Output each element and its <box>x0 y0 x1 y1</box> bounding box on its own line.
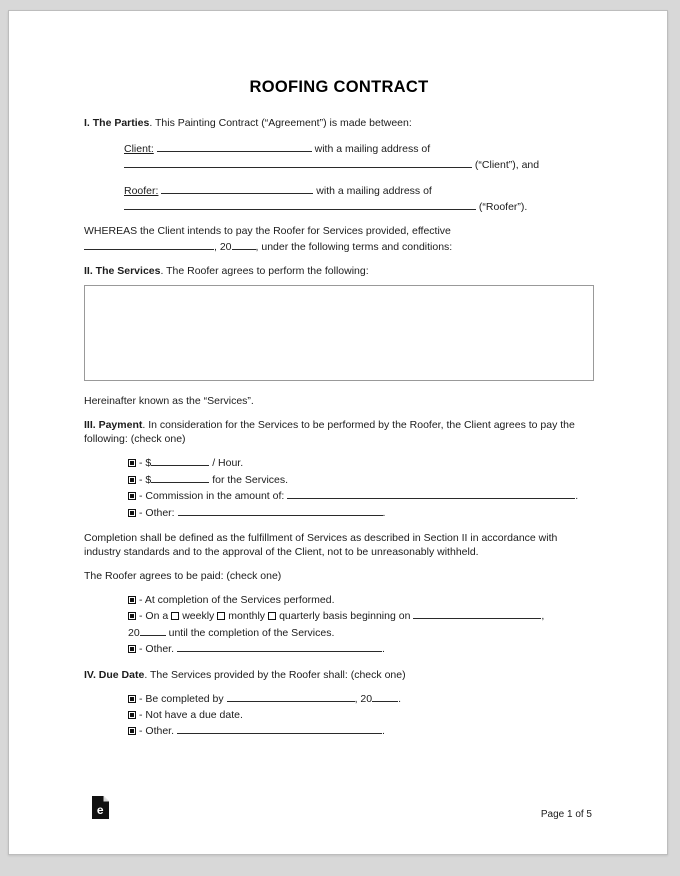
checkbox-icon[interactable] <box>128 492 136 500</box>
payment-option-flat-prefix: - $ <box>139 473 152 486</box>
schedule-periodic-text-a: - On a <box>139 610 169 622</box>
schedule-periodic-year: 20 <box>128 626 140 639</box>
services-description-box[interactable] <box>84 285 594 381</box>
roofer-address-text: with a mailing address of <box>316 185 432 197</box>
page-title: ROOFING CONTRACT <box>249 78 429 96</box>
client-name-blank[interactable] <box>157 141 312 152</box>
client-address-blank[interactable] <box>124 157 472 168</box>
checkbox-icon[interactable] <box>128 727 136 735</box>
payment-options-list <box>84 455 594 521</box>
payment-option-hourly-prefix: - $ <box>139 457 152 469</box>
due-date-options-list <box>84 691 594 740</box>
payment-other-blank[interactable] <box>178 505 383 516</box>
roofer-party-block <box>124 183 594 214</box>
client-address-line <box>124 157 594 173</box>
due-date-other-prefix: - Other. <box>139 725 175 737</box>
section-4-heading: IV. Due Date <box>84 668 145 681</box>
section-3-intro-text: . In consideration for the Services to be performed by the Roofer, the Client agrees to pay the following: (check one) <box>84 419 575 445</box>
section-1-heading: I. The Parties <box>84 116 150 129</box>
schedule-option-completion[interactable] <box>128 593 594 609</box>
payment-option-commission-prefix: - Commission in the amount of: <box>139 490 285 502</box>
checkbox-icon[interactable] <box>128 612 136 620</box>
monthly-checkbox-icon[interactable] <box>217 612 225 620</box>
schedule-periodic-text-b: basis beginning on <box>322 610 411 622</box>
payment-option-commission[interactable] <box>128 488 594 505</box>
roofer-name-blank[interactable] <box>161 183 313 194</box>
checkbox-icon[interactable] <box>128 596 136 604</box>
schedule-other-blank[interactable] <box>177 641 382 652</box>
schedule-other-period: . <box>381 643 385 655</box>
weekly-checkbox-icon[interactable] <box>171 612 179 620</box>
due-date-year-blank[interactable] <box>372 691 398 702</box>
checkbox-icon[interactable] <box>128 509 136 517</box>
schedule-option-periodic[interactable] <box>128 608 594 641</box>
due-date-other-suffix: . <box>381 725 385 737</box>
payment-option-other[interactable] <box>128 505 594 522</box>
whereas-line-2-end: , under the following terms and conditions: <box>255 240 453 253</box>
checkbox-icon[interactable] <box>128 645 136 653</box>
client-address-text: with a mailing address of <box>314 143 431 155</box>
hereinafter-text: Hereinafter known as the “Services”. <box>84 394 254 407</box>
page-number: Page 1 of 5 <box>540 809 592 820</box>
client-label: Client: <box>124 143 154 155</box>
checkbox-icon[interactable] <box>128 711 136 719</box>
payment-option-hourly[interactable] <box>128 455 594 472</box>
eforms-logo-icon <box>92 796 109 819</box>
due-date-option-other[interactable] <box>128 723 594 740</box>
document-content <box>84 78 594 751</box>
payment-option-hourly-suffix: / Hour. <box>212 457 244 469</box>
section-3-heading: III. Payment <box>84 419 143 431</box>
whereas-year-blank[interactable] <box>232 239 256 250</box>
section-2-intro-text: . The Roofer agrees to perform the following: <box>160 265 369 277</box>
roofer-label: Roofer: <box>124 185 159 197</box>
checkbox-icon[interactable] <box>128 695 136 703</box>
client-party-block <box>124 141 594 172</box>
due-date-option-completed-by[interactable] <box>128 691 594 708</box>
schedule-option-other-text: - Other. <box>139 643 175 655</box>
section-1-intro-text: . This Painting Contract (“Agreement”) is made between: <box>149 116 412 129</box>
roofer-address-line <box>124 199 594 215</box>
schedule-option-other[interactable] <box>128 641 594 658</box>
due-date-other-blank[interactable] <box>177 723 382 734</box>
section-2-heading: II. The Services <box>84 265 161 277</box>
client-suffix: (“Client”), and <box>474 158 540 171</box>
section-4-intro-text: . The Services provided by the Roofer shall: (check one) <box>144 668 406 681</box>
quarterly-checkbox-icon[interactable] <box>268 612 276 620</box>
due-date-none-text: - Not have a due date. <box>139 708 243 721</box>
commission-amount-blank[interactable] <box>287 488 575 499</box>
page-footer <box>84 796 592 822</box>
document-page <box>8 10 668 855</box>
schedule-frequency-quarterly: quarterly <box>279 610 320 622</box>
due-date-completed-prefix: - Be completed by <box>139 693 224 705</box>
checkbox-icon[interactable] <box>128 476 136 484</box>
due-date-option-none[interactable] <box>128 708 594 724</box>
schedule-begin-date-blank[interactable] <box>413 608 541 619</box>
payment-option-flat-suffix: for the Services. <box>212 473 289 486</box>
roofer-suffix: (“Roofer”). <box>478 200 528 213</box>
payment-option-other-suffix: . <box>382 506 386 519</box>
schedule-periodic-text-e: until the completion of the Services. <box>168 626 335 639</box>
whereas-date-blank[interactable] <box>84 239 214 250</box>
whereas-line-1: WHEREAS the Client intends to pay the Roofer for Services provided, effective <box>84 225 451 237</box>
section-1-intro <box>84 117 594 131</box>
due-date-blank[interactable] <box>227 691 355 702</box>
section-4-intro <box>84 669 594 683</box>
payment-option-other-prefix: - Other: <box>139 506 175 519</box>
roofer-address-blank[interactable] <box>124 199 476 210</box>
flat-amount-blank[interactable] <box>151 472 209 483</box>
payment-schedule-list <box>84 593 594 658</box>
schedule-periodic-text-c: , <box>541 610 545 622</box>
due-date-completed-suffix: . <box>398 693 401 705</box>
completion-definition: Completion shall be defined as the fulfillment of Services as described in Section II in accordance with industry standards and to the approval of the Client, not to be unreasonably withheld. <box>84 532 558 558</box>
payment-option-commission-suffix: . <box>575 490 579 502</box>
checkbox-icon[interactable] <box>128 459 136 467</box>
svg-text:e: e <box>96 803 104 818</box>
hourly-rate-blank[interactable] <box>151 455 209 466</box>
whereas-paragraph <box>84 225 594 254</box>
schedule-option-completion-text: - At completion of the Services performed. <box>139 593 335 606</box>
section-2-intro <box>84 265 594 279</box>
section-3-intro <box>84 419 594 446</box>
whereas-year-text: , 20 <box>214 240 232 253</box>
schedule-year-blank[interactable] <box>140 625 166 636</box>
schedule-frequency-weekly: weekly <box>182 610 215 622</box>
due-date-completed-mid: , 20 <box>354 693 373 705</box>
schedule-frequency-monthly: monthly <box>228 610 266 622</box>
payment-option-flat[interactable] <box>128 472 594 489</box>
paid-intro: The Roofer agrees to be paid: (check one) <box>84 570 282 582</box>
